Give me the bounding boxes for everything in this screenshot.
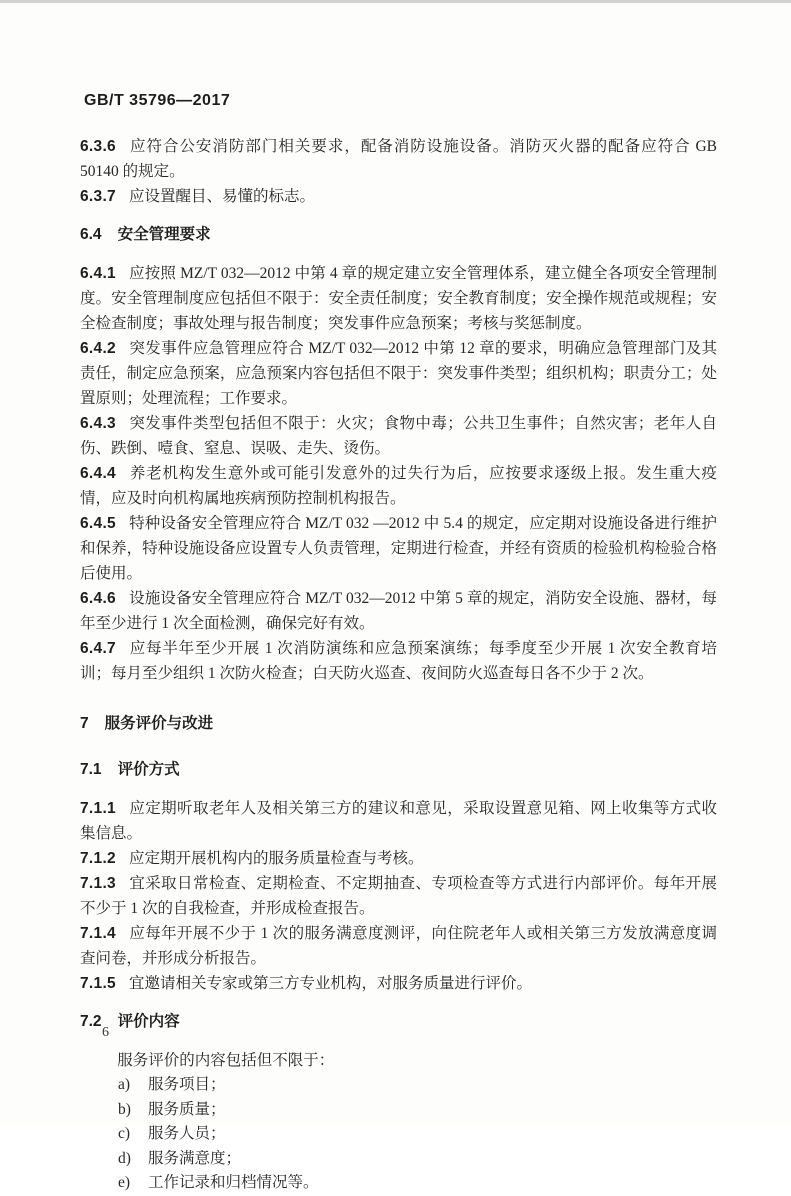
section-title: 评价内容: [117, 1013, 180, 1030]
clause-text: 宜采取日常检查、定期检查、不定期抽查、专项检查等方式进行内部评价。每年开展不少于 1 次的自我检查，并形成检查报告。: [80, 875, 717, 917]
clause-text: 应定期听取老年人及相关第三方的建议和意见，采取设置意见箱、网上收集等方式收集信息。: [80, 800, 717, 842]
clause-6-4-1: [80, 261, 717, 336]
clause-6-4-4: [80, 461, 717, 511]
list-marker: a): [118, 1076, 131, 1093]
list-item: [118, 1073, 717, 1098]
clause-7-1-4: [80, 921, 717, 971]
clause-number: 6.4.7: [80, 640, 116, 657]
clause-7-1-2: [80, 846, 717, 871]
list-item: [118, 1147, 717, 1172]
list-marker: d): [118, 1149, 131, 1167]
clause-number: 6.4.6: [80, 590, 116, 607]
section-heading-7-2: [80, 1011, 717, 1033]
clause-text: 应按照 MZ/T 032—2012 中第 4 章的规定建立安全管理体系，建立健全各项安全管理制度。安全管理制度应包括但不限于：安全责任制度；安全教育制度；安全操作规范或规程；安全检查制度；事故处理与报告制度；突发事件应急预案；考核与奖惩制度。: [80, 265, 717, 332]
clause-6-4-7: [80, 636, 717, 686]
section-title: 安全管理要求: [117, 226, 211, 243]
list-item: [118, 1098, 717, 1123]
clause-text: 设施设备安全管理应符合 MZ/T 032—2012 中第 5 章的规定，消防安全设施、器材，每年至少进行 1 次全面检测，确保完好有效。: [80, 590, 717, 632]
clause-number: 7.1.5: [80, 975, 116, 992]
section-heading-6-4: [80, 224, 717, 246]
chapter-number: 7: [80, 715, 89, 732]
clause-7-1-3: [80, 871, 717, 921]
list-item-text: 服务人员；: [148, 1125, 226, 1142]
clause-number: 6.4.4: [80, 465, 116, 482]
list-marker: e): [118, 1174, 131, 1191]
clause-number: 6.3.7: [80, 188, 116, 205]
clause-number: 7.1.4: [80, 925, 116, 942]
clause-text: 养老机构发生意外或可能引发意外的过失行为后，应按要求逐级上报。发生重大疫情，应及时向机构属地疾病预防控制机构报告。: [80, 465, 717, 507]
evaluation-content-list: [80, 1073, 717, 1196]
clause-text: 应每年开展不少于 1 次的服务满意度测评，向住院老年人或相关第三方发放满意度调查问卷，并形成分析报告。: [80, 925, 717, 967]
clause-6-4-3: [80, 411, 717, 461]
chapter-title: 服务评价与改进: [104, 715, 214, 732]
clause-number: 7.1.2: [80, 850, 116, 867]
clause-text: 应定期开展机构内的服务质量检查与考核。: [128, 850, 424, 867]
clause-text: 应符合公安消防部门相关要求，配备消防设施设备。消防灭火器的配备应符合 GB 50140 的规定。: [80, 138, 717, 180]
section-heading-7-1: [80, 759, 717, 781]
clause-6-3-7: [80, 184, 717, 209]
section-number: 7.1: [80, 761, 102, 778]
list-intro: 服务评价的内容包括但不限于：: [117, 1052, 335, 1069]
list-marker: b): [118, 1100, 131, 1118]
list-item-text: 工作记录和归档情况等。: [148, 1174, 319, 1191]
section-number: 6.4: [80, 226, 102, 243]
chapter-heading-7: [80, 713, 717, 735]
clause-6-4-5: [80, 511, 717, 586]
page-number: 6: [102, 1025, 109, 1040]
clause-text: 突发事件类型包括但不限于：火灾；食物中毒；公共卫生事件；自然灾害；老年人自伤、跌倒、噎食、窒息、误吸、走失、烫伤。: [80, 415, 717, 457]
clause-text: 应设置醒目、易懂的标志。: [128, 188, 315, 205]
clause-6-4-6: [80, 586, 717, 636]
standard-number-header: GB/T 35796—2017: [84, 92, 231, 109]
clause-7-1-5: [80, 971, 717, 996]
list-item: [118, 1171, 717, 1196]
clause-7-1-1: [80, 796, 717, 846]
clause-text: 宜邀请相关专家或第三方专业机构，对服务质量进行评价。: [128, 975, 532, 992]
clause-number: 6.3.6: [80, 138, 116, 155]
scan-edge: [0, 0, 791, 3]
clause-6-3-6: [80, 134, 717, 184]
list-item-text: 服务质量；: [148, 1100, 226, 1118]
clause-text: 应每半年至少开展 1 次消防演练和应急预案演练；每季度至少开展 1 次安全教育培训；每月至少组织 1 次防火检查；白天防火巡查、夜间防火巡查每日各不少于 2 次。: [80, 640, 717, 682]
list-item-text: 服务满意度；: [148, 1149, 242, 1167]
clause-number: 6.4.2: [80, 340, 116, 357]
section-title: 评价方式: [117, 761, 180, 778]
list-item: [118, 1122, 717, 1147]
clause-text: 突发事件应急管理应符合 MZ/T 032—2012 中第 12 章的要求，明确应急管理部门及其责任，制定应急预案，应急预案内容包括但不限于：突发事件类型；组织机构；职责分工；处置原则；处理流程；工作要求。: [80, 340, 717, 407]
clause-number: 6.4.3: [80, 415, 116, 432]
clause-6-4-2: [80, 336, 717, 411]
section-number: 7.2: [80, 1013, 102, 1030]
clause-number: 7.1.1: [80, 800, 116, 817]
list-item-text: 服务项目；: [148, 1076, 226, 1093]
list-marker: c): [118, 1125, 131, 1142]
clause-number: 6.4.5: [80, 515, 116, 532]
clause-number: 6.4.1: [80, 265, 116, 282]
clause-text: 特种设备安全管理应符合 MZ/T 032 —2012 中 5.4 的规定，应定期对设施设备进行维护和保养，特种设施设备应设置专人负责管理，定期进行检查，并经有资质的检验机构检验合格后使用。: [80, 515, 717, 582]
clause-number: 7.1.3: [80, 875, 116, 892]
